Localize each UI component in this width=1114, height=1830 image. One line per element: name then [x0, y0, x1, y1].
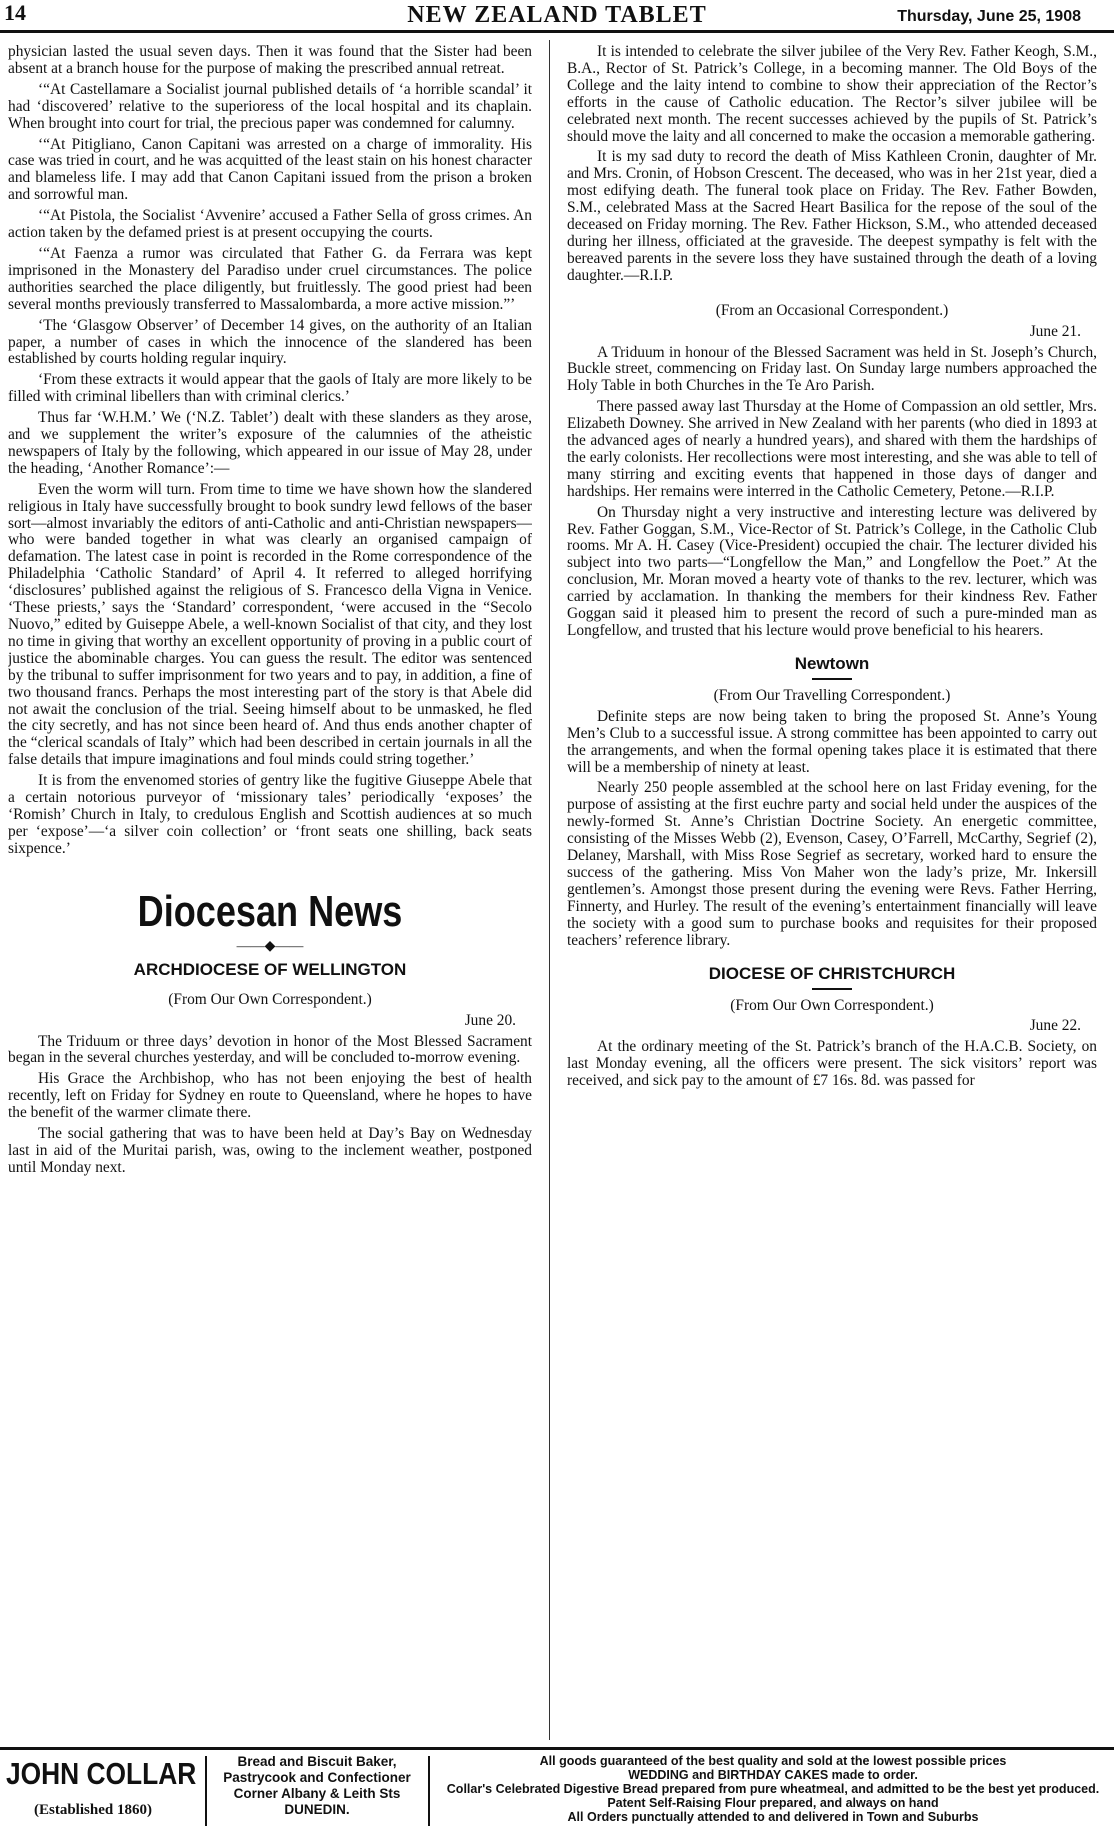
trade-description: [212, 1754, 422, 1818]
publication-title: NEW ZEALAND TABLET: [407, 2, 707, 28]
ad-line: WEDDING and BIRTHDAY CAKES made to order.: [628, 1768, 918, 1782]
article-paragraph: Thus far ‘W.H.M.’ We (‘N.Z. Tablet’) dealt with these slanders as they arose, and we supplement the writer’s exposure of the calumnies of the atheistic newspapers of Italy by the following, which appeared in our issue of May 28, under the heading, ‘Another Romance’:—: [8, 409, 532, 477]
diocesan-news-heading: Diocesan News: [137, 886, 403, 936]
article-paragraph: ‘“At Pistola, the Socialist ‘Avvenire’ accused a Father Sella of gross crimes. An action taken by the defamed priest is at present occupying the courts.: [8, 207, 532, 242]
article-paragraph: On Thursday night a very instructive and interesting lecture was delivered by Rev. Father Goggan, S.M., Vice-Rector of St. Patrick’s College, in the Catholic Club rooms. Mr A. H. Casey (Vice-President) occupied the chair. The lecturer divided his subject into two parts—“Longfellow the Man,” and Longfellow the Poet.” At the conclusion, Mr. Moran moved a hearty vote of thanks to the rev. lecturer, which was carried by acclamation. In thanking the members for their kindness Rev. Father Goggan said it pleased him to present the record of such a pure-minded man as Longfellow, and trusted that his lecture would prove beneficial to his hearers.: [567, 503, 1097, 639]
article-paragraph: physician lasted the usual seven days. Then it was found that the Sister had been absent at a branch house for the purpose of making the prescribed annual retreat.: [8, 44, 532, 77]
issue-date: Thursday, June 25, 1908: [897, 8, 1081, 25]
article-paragraph: ‘“At Pitigliano, Canon Capitani was arrested on a charge of immorality. His case was tried in court, and he was acquitted of the least stain on his honest character and blameless life. I may add that Canon Capitani issued from the prison a broken and sorrowful man.: [8, 135, 532, 204]
page-header: [0, 0, 1114, 33]
article-paragraph: The social gathering that was to have been held at Day’s Bay on Wednesday last in aid of the Muritai parish, was, owing to the inclement weather, postponed until Monday next.: [8, 1125, 532, 1176]
established-line: (Established 1860): [34, 1802, 152, 1818]
right-column: [567, 44, 1097, 1734]
christchurch-heading: DIOCESE OF CHRISTCHURCH: [708, 963, 956, 983]
article-paragraph: A Triduum in honour of the Blessed Sacrament was held in St. Joseph’s Church, Buckle street, commencing on Friday last. On Sunday large numbers approached the Holy Table in both Churches in the Te Aro Parish.: [567, 343, 1097, 395]
ad-line: All goods guaranteed of the best quality and sold at the lowest possible prices: [539, 1754, 1007, 1768]
article-paragraph: There passed away last Thursday at the Home of Compassion an old settler, Mrs. Elizabeth Downey. She arrived in New Zealand with her parents (who died in 1893 at the advanced ages of nearly a hundred years), and shared with them the hardships of the early colonists. Her recollections were most interesting, and she was able to tell of many stirring and exciting events that happened in those days of danger and hardships. Her remains were interred in the Catholic Cemetery, Petone.—R.I.P.: [567, 398, 1097, 500]
article-paragraph: It is from the envenomed stories of gentry like the fugitive Giuseppe Abele that a certain notorious purveyor of ‘missionary tales’ periodically ‘exposes’ the ‘Romish’ Church in Italy, to credulous English and Scottish audiences at so much per ‘expose’—‘a silver coin collection’ or ‘front seats one shilling, back seats sixpence.’: [8, 772, 532, 857]
advertisement-text: [438, 1754, 1108, 1824]
archdiocese-heading: ARCHDIOCESE OF WELLINGTON: [133, 959, 407, 979]
trade-line: Corner Albany & Leith Sts: [233, 1786, 401, 1801]
page-number: 14: [4, 0, 26, 25]
correspondent-line: (From Our Own Correspondent.): [730, 996, 934, 1014]
article-paragraph: It is intended to celebrate the silver jubilee of the Very Rev. Father Keogh, S.M., B.A., Rector of St. Patrick’s College, in a becoming manner. The Old Boys of the College and the laity intend to combine to show their appreciation of the Rector’s efforts in the cause of Catholic education. The Rector’s silver jubilee will be celebrated next month. The recent successes achieved by the pupils of St. Patrick’s should move the laity and all concerned to make the occasion a memorable gathering.: [567, 44, 1097, 145]
trade-line: DUNEDIN.: [284, 1802, 350, 1817]
article-paragraph: ‘“At Faenza a rumor was circulated that Father G. da Ferrara was kept imprisoned in the Monastery del Paradiso under cruel circumstances. The police authorities searched the place diligently, but fruitlessly. The good priest had been several months previously transferred to Massalombarda, a more active mission.”’: [8, 244, 532, 313]
dateline: June 21.: [1029, 322, 1081, 340]
article-paragraph: ‘“At Castellamare a Socialist journal published details of ‘a horrible scandal’ it had ‘discovered’ relative to the superioress of the local hospital and its chaplain. When brought into court for trial, the precious paper was condemned for calumny.: [8, 80, 532, 132]
article-paragraph: At the ordinary meeting of the St. Patrick’s branch of the H.A.C.B. Society, on last Monday evening, all the officers were present. The sick visitors’ report was received, and sick pay to the amount of £7 16s. 8d. was passed for: [567, 1038, 1097, 1090]
footer-divider: [428, 1756, 430, 1826]
article-paragraph: Definite steps are now being taken to bring the proposed St. Anne’s Young Men’s Club to a successful issue. A strong committee has been appointed to carry out the arrangements, and when the formal opening takes place it is estimated that there will be a membership of ninety at least.: [567, 707, 1097, 776]
correspondent-line: (From Our Travelling Correspondent.): [713, 686, 951, 704]
article-paragraph: ‘From these extracts it would appear that the gaols of Italy are more likely to be filled with criminal libellers than with criminal clerics.’: [8, 371, 532, 406]
dateline: June 22.: [1029, 1017, 1081, 1035]
advertisement-footer: [0, 1747, 1114, 1830]
dateline: June 20.: [464, 1011, 516, 1029]
diamond-ornament: ——◆——: [236, 938, 304, 954]
newtown-heading: Newtown: [794, 653, 870, 673]
trade-line: Bread and Biscuit Baker,: [237, 1754, 397, 1769]
left-column: [8, 44, 532, 1734]
article-paragraph: The Triduum or three days’ devotion in honor of the Most Blessed Sacrament began in the several churches yesterday, and will be concluded to-morrow evening.: [8, 1032, 532, 1067]
correspondent-line: (From Our Own Correspondent.): [168, 990, 372, 1008]
article-paragraph: His Grace the Archbishop, who has not been enjoying the best of health recently, left on Friday for Sydney en route to Queensland, where he hopes to have the benefit of the warmer climate there.: [8, 1070, 532, 1122]
ad-line: Collar's Celebrated Digestive Bread prepared from pure wheatmeal, and admitted to be the best yet produced. Patent Self-Raising Flour prepared, and always on hand: [446, 1782, 1100, 1810]
heading-rule: [812, 678, 852, 680]
article-paragraph: Even the worm will turn. From time to time we have shown how the slandered religious in Italy have successfully brought to book sundry lewd fellows of the baser sort—almost invariably the editors of anti-Catholic and anti-Christian newspapers—who were banded together in what was clearly an organised campaign of defamation. The latest case in point is recorded in the Rome correspondence of the Philadelphia ‘Catholic Standard’ of April 4. It referred to alleged horrifying ‘disclosures’ published against the religious of S. Francesco della Vigna in Venice. ‘These priests,’ says the ‘Standard’ correspondent, ‘were accused in the “Secolo Nuovo,” edited by Guiseppe Abele, a well-known Socialist of that city, and they lost no time in giving that worthy an excellent opportunity of proving in a public court of justice the abominable charges. You can guess the result. The editor was sentenced by the tribunal to suffer imprisonment for two years and to pay, in addition, a fine of two thousand francs. Perhaps the most interesting part of the story is that Abele did not await the conclusion of the trial. Seeing himself about to be unmasked, he fled the city secretly, and has not since been heard of. And thus ends another chapter of the “clerical scandals of Italy” which had been described in certain journals in all the false details that impure imaginations and foul minds could string together.’: [8, 480, 532, 769]
correspondent-line: (From an Occasional Correspondent.): [715, 301, 949, 319]
article-paragraph: ‘The ‘Glasgow Observer’ of December 14 gives, on the authority of an Italian paper, a number of cases in which the innocence of the slandered has been established by courts holding regular inquiry.: [8, 316, 532, 368]
advertiser-name: JOHN COLLAR: [6, 1756, 197, 1791]
heading-rule: [812, 988, 852, 990]
ad-line: All Orders punctually attended to and delivered in Town and Suburbs: [567, 1810, 979, 1824]
footer-divider: [205, 1756, 207, 1826]
spacer: [567, 289, 1097, 303]
article-paragraph: Nearly 250 people assembled at the school here on last Friday evening, for the purpose of assisting at the first euchre party and social held under the auspices of the newly-formed St. Anne’s Christian Doctrine Society. An energetic committee, consisting of the Misses Webb (2), Evenson, Casey, O’Farrell, McCarthy, Segrief (2), Delaney, Marshall, with Miss Rose Segrief as secretary, worked hard to ensure the success of the gathering. Miss Von Maher won the lady’s prize, Mr. Inkersill gentlemen’s. Amongst those present during the evening were Revs. Father Herring, Finnerty, and Hurley. The result of the evening’s entertainment financially will leave the society with a good sum to purchase books and requisites for their proposed teachers’ reference library.: [567, 779, 1097, 949]
column-divider: [549, 40, 550, 1740]
article-paragraph: It is my sad duty to record the death of Miss Kathleen Cronin, daughter of Mr. and Mrs. Cronin, of Hobson Crescent. The deceased, who was in her 21st year, died a most edifying death. The funeral took place on Friday. The Rev. Father Bowden, S.M., celebrated Mass at the Sacred Heart Basilica for the repose of the soul of the deceased on Friday morning. The Rev. Father Hickson, S.M., who attended deceased during her illness, officiated at the graveside. The deepest sympathy is felt with the bereaved parents in the severe loss they have sustained through the death of a loving daughter.—R.I.P.: [567, 148, 1097, 284]
trade-line: Pastrycook and Confectioner: [223, 1770, 411, 1785]
